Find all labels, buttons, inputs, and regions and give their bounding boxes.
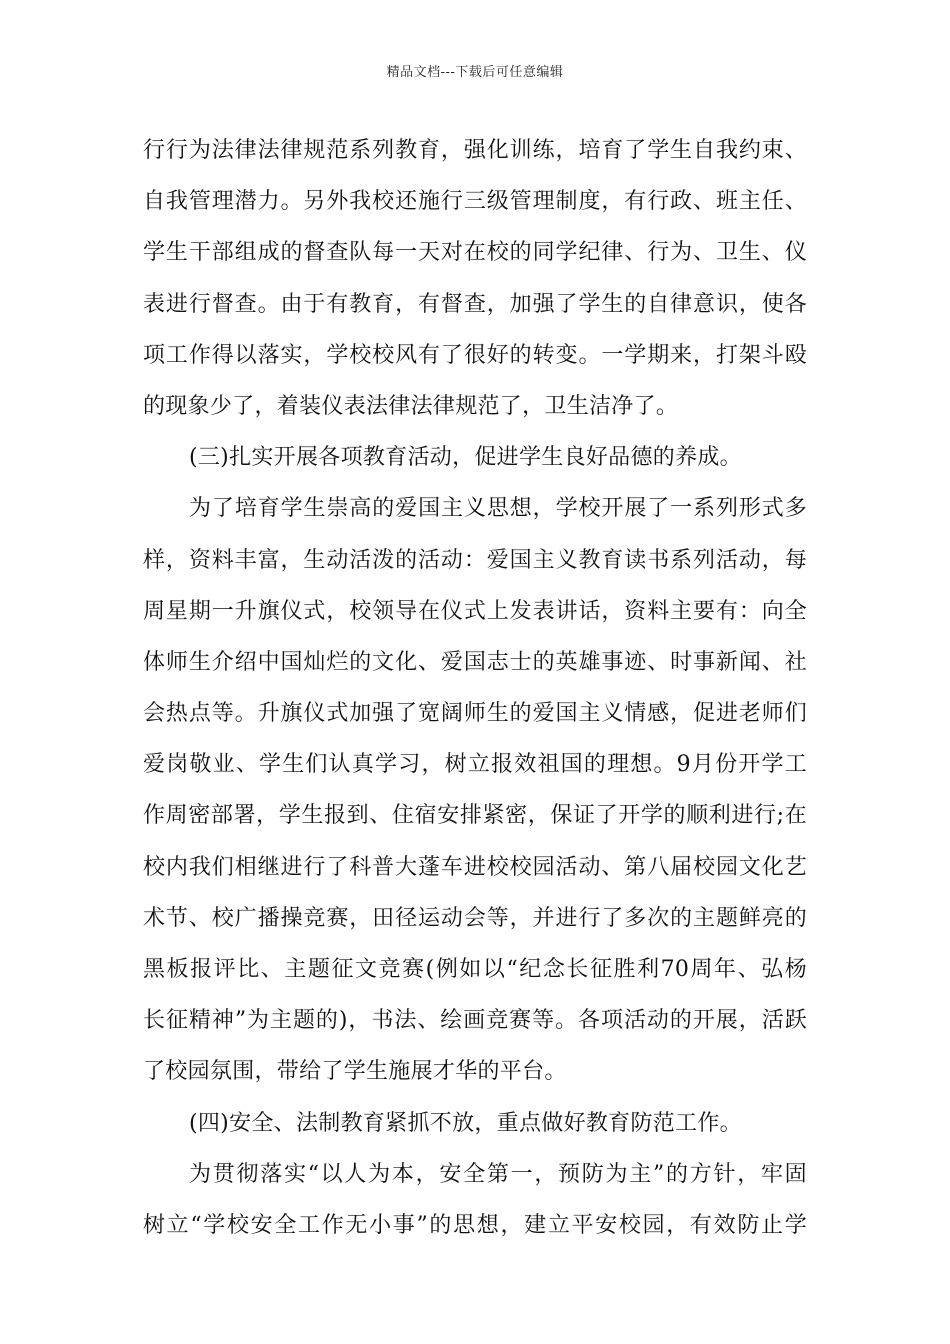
text-line: (四)安全、法制教育紧抓不放，重点做好教育防范工作。 [189,1110,742,1136]
text-line: 为贯彻落实“以人为本，安全第一，预防为主”的方针，牢固 [189,1161,807,1187]
document-body [143,125,807,1251]
text-line: (三)扎实开展各项教育活动，促进学生良好品德的养成。 [189,445,742,471]
text-line: 周星期一升旗仪式，校领导在仪式上发表讲话，资料主要有：向全 [143,598,807,624]
text-line: 自我管理潜力。另外我校还施行三级管理制度，有行政、班主任、 [143,189,807,215]
text-line: 术节、校广播操竞赛，田径运动会等，并进行了多次的主题鲜亮的 [143,905,807,931]
text-line: 树立“学校安全工作无小事”的思想，建立平安校园，有效防止学 [143,1212,807,1238]
text-line: 会热点等。升旗仪式加强了宽阔师生的爱国主义情感，促进老师们 [143,701,807,727]
text-line: 为了培育学生崇高的爱国主义思想，学校开展了一系列形式多 [189,496,807,522]
text-line: 项工作得以落实，学校校风有了很好的转变。一学期来，打架斗殴 [143,342,807,368]
text-line: 行行为法律法律规范系列教育，强化训练，培育了学生自我约束、 [143,138,807,163]
text-line: 作周密部署，学生报到、住宿安排紧密，保证了开学的顺利进行;在 [143,803,807,829]
text-line: 黑板报评比、主题征文竞赛(例如以“纪念长征胜利70周年、弘杨 [143,957,807,982]
text-line: 学生干部组成的督查队每一天对在校的同学纪律、行为、卫生、仪 [143,240,807,266]
text-line: 长征精神”为主题的)，书法、绘画竞赛等。各项活动的开展，活跃 [143,1008,807,1034]
text-line: 校内我们相继进行了科普大蓬车进校校园活动、第八届校园文化艺 [143,854,807,880]
text-line: 了校园氛围，带给了学生施展才华的平台。 [143,1059,567,1085]
page-header: 精品文档---下载后可任意编辑 [386,65,564,80]
text-line: 体师生介绍中国灿烂的文化、爱国志士的英雄事迹、时事新闻、社 [143,649,807,675]
text-line: 爱岗敬业、学生们认真学习，树立报效祖国的理想。9月份开学工 [143,752,807,778]
text-line: 的现象少了，着装仪表法律法律规范了，卫生洁净了。 [143,393,679,419]
text-line: 样，资料丰富，生动活泼的活动：爱国主义教育读书系列活动，每 [143,547,807,573]
text-line: 表进行督查。由于有教育，有督查，加强了学生的自律意识，使各 [143,291,807,317]
